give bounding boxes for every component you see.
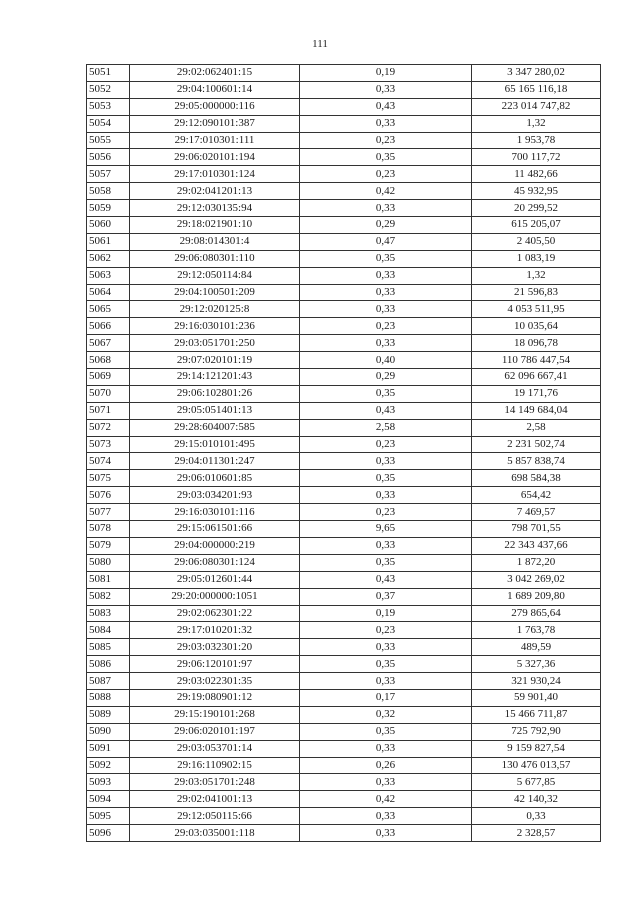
rate-cell: 0,43: [300, 571, 472, 588]
table-row: [87, 689, 601, 706]
value-cell: 700 117,72: [472, 149, 601, 166]
row-number-cell: 5054: [87, 115, 130, 132]
cadastral-number-cell: 29:03:053701:14: [130, 740, 300, 757]
table-row: [87, 453, 601, 470]
cadastral-number-cell: 29:04:100601:14: [130, 81, 300, 98]
value-cell: 10 035,64: [472, 318, 601, 335]
value-cell: 20 299,52: [472, 200, 601, 217]
rate-cell: 0,33: [300, 81, 472, 98]
row-number-cell: 5095: [87, 808, 130, 825]
row-number-cell: 5084: [87, 622, 130, 639]
row-number-cell: 5072: [87, 419, 130, 436]
row-number-cell: 5061: [87, 233, 130, 250]
rate-cell: 0,33: [300, 825, 472, 842]
cadastral-number-cell: 29:02:041001:13: [130, 791, 300, 808]
value-cell: 2 231 502,74: [472, 436, 601, 453]
table-row: [87, 470, 601, 487]
row-number-cell: 5071: [87, 402, 130, 419]
row-number-cell: 5086: [87, 656, 130, 673]
cadastral-number-cell: 29:28:604007:585: [130, 419, 300, 436]
cadastral-number-cell: 29:16:030101:236: [130, 318, 300, 335]
rate-cell: 0,33: [300, 639, 472, 656]
cadastral-number-cell: 29:16:030101:116: [130, 504, 300, 521]
table-row: [87, 504, 601, 521]
value-cell: 0,33: [472, 808, 601, 825]
rate-cell: 0,33: [300, 740, 472, 757]
row-number-cell: 5091: [87, 740, 130, 757]
value-cell: 798 701,55: [472, 521, 601, 538]
value-cell: 321 930,24: [472, 673, 601, 690]
rate-cell: 0,33: [300, 115, 472, 132]
rate-cell: 0,35: [300, 250, 472, 267]
cadastral-number-cell: 29:12:090101:387: [130, 115, 300, 132]
value-cell: 698 584,38: [472, 470, 601, 487]
table-row: [87, 419, 601, 436]
value-cell: 1 083,19: [472, 250, 601, 267]
rate-cell: 0,33: [300, 200, 472, 217]
value-cell: 45 932,95: [472, 183, 601, 200]
cadastral-number-cell: 29:12:050114:84: [130, 267, 300, 284]
value-cell: 725 792,90: [472, 723, 601, 740]
value-cell: 7 469,57: [472, 504, 601, 521]
rate-cell: 0,33: [300, 673, 472, 690]
rate-cell: 0,33: [300, 487, 472, 504]
cadastral-number-cell: 29:06:080301:110: [130, 250, 300, 267]
rate-cell: 0,32: [300, 706, 472, 723]
rate-cell: 0,33: [300, 774, 472, 791]
table-row: [87, 588, 601, 605]
value-cell: 42 140,32: [472, 791, 601, 808]
rate-cell: 0,35: [300, 554, 472, 571]
value-cell: 5 327,36: [472, 656, 601, 673]
cadastral-number-cell: 29:07:020101:19: [130, 352, 300, 369]
cadastral-number-cell: 29:17:010301:124: [130, 166, 300, 183]
cadastral-number-cell: 29:17:010301:111: [130, 132, 300, 149]
value-cell: 1 953,78: [472, 132, 601, 149]
row-number-cell: 5058: [87, 183, 130, 200]
row-number-cell: 5081: [87, 571, 130, 588]
table-row: [87, 335, 601, 352]
value-cell: 2 328,57: [472, 825, 601, 842]
table-row: [87, 740, 601, 757]
table-row: [87, 571, 601, 588]
cadastral-number-cell: 29:06:080301:124: [130, 554, 300, 571]
rate-cell: 0,43: [300, 98, 472, 115]
cadastral-number-cell: 29:03:051701:250: [130, 335, 300, 352]
row-number-cell: 5083: [87, 605, 130, 622]
value-cell: 223 014 747,82: [472, 98, 601, 115]
row-number-cell: 5080: [87, 554, 130, 571]
table-row: [87, 200, 601, 217]
rate-cell: 0,19: [300, 605, 472, 622]
table-body: [87, 65, 601, 842]
table-row: [87, 301, 601, 318]
table-row: [87, 149, 601, 166]
value-cell: 130 476 013,57: [472, 757, 601, 774]
row-number-cell: 5074: [87, 453, 130, 470]
cadastral-number-cell: 29:06:020101:197: [130, 723, 300, 740]
table-row: [87, 673, 601, 690]
cadastral-number-cell: 29:19:080901:12: [130, 689, 300, 706]
value-cell: 65 165 116,18: [472, 81, 601, 98]
table-row: [87, 723, 601, 740]
value-cell: 14 149 684,04: [472, 402, 601, 419]
row-number-cell: 5068: [87, 352, 130, 369]
rate-cell: 0,35: [300, 723, 472, 740]
value-cell: 2 405,50: [472, 233, 601, 250]
row-number-cell: 5085: [87, 639, 130, 656]
table-row: [87, 554, 601, 571]
rate-cell: 0,17: [300, 689, 472, 706]
rate-cell: 0,29: [300, 369, 472, 386]
cadastral-value-table: [86, 64, 601, 842]
row-number-cell: 5059: [87, 200, 130, 217]
rate-cell: 9,65: [300, 521, 472, 538]
value-cell: 22 343 437,66: [472, 537, 601, 554]
table-row: [87, 639, 601, 656]
row-number-cell: 5078: [87, 521, 130, 538]
table-row: [87, 402, 601, 419]
row-number-cell: 5073: [87, 436, 130, 453]
cadastral-number-cell: 29:02:062401:15: [130, 65, 300, 82]
value-cell: 489,59: [472, 639, 601, 656]
value-cell: 5 677,85: [472, 774, 601, 791]
table-row: [87, 537, 601, 554]
rate-cell: 0,29: [300, 217, 472, 234]
value-cell: 1 689 209,80: [472, 588, 601, 605]
value-cell: 3 042 269,02: [472, 571, 601, 588]
rate-cell: 0,43: [300, 402, 472, 419]
value-cell: 59 901,40: [472, 689, 601, 706]
row-number-cell: 5051: [87, 65, 130, 82]
table-row: [87, 521, 601, 538]
rate-cell: 0,33: [300, 301, 472, 318]
cadastral-number-cell: 29:06:102801:26: [130, 385, 300, 402]
table-row: [87, 436, 601, 453]
rate-cell: 0,23: [300, 436, 472, 453]
cadastral-number-cell: 29:03:034201:93: [130, 487, 300, 504]
rate-cell: 0,33: [300, 267, 472, 284]
row-number-cell: 5052: [87, 81, 130, 98]
cadastral-number-cell: 29:15:061501:66: [130, 521, 300, 538]
row-number-cell: 5096: [87, 825, 130, 842]
value-cell: 18 096,78: [472, 335, 601, 352]
cadastral-number-cell: 29:20:000000:1051: [130, 588, 300, 605]
row-number-cell: 5070: [87, 385, 130, 402]
value-cell: 4 053 511,95: [472, 301, 601, 318]
cadastral-number-cell: 29:15:010101:495: [130, 436, 300, 453]
cadastral-number-cell: 29:06:120101:97: [130, 656, 300, 673]
row-number-cell: 5087: [87, 673, 130, 690]
row-number-cell: 5069: [87, 369, 130, 386]
rate-cell: 0,23: [300, 318, 472, 335]
value-cell: 615 205,07: [472, 217, 601, 234]
table-row: [87, 250, 601, 267]
cadastral-number-cell: 29:03:032301:20: [130, 639, 300, 656]
rate-cell: 0,19: [300, 65, 472, 82]
row-number-cell: 5075: [87, 470, 130, 487]
value-cell: 2,58: [472, 419, 601, 436]
row-number-cell: 5066: [87, 318, 130, 335]
row-number-cell: 5065: [87, 301, 130, 318]
table-row: [87, 791, 601, 808]
row-number-cell: 5077: [87, 504, 130, 521]
rate-cell: 0,35: [300, 656, 472, 673]
cadastral-number-cell: 29:12:030135:94: [130, 200, 300, 217]
table-row: [87, 233, 601, 250]
cadastral-number-cell: 29:08:014301:4: [130, 233, 300, 250]
value-cell: 19 171,76: [472, 385, 601, 402]
cadastral-number-cell: 29:17:010201:32: [130, 622, 300, 639]
row-number-cell: 5064: [87, 284, 130, 301]
table-row: [87, 774, 601, 791]
value-cell: 1 763,78: [472, 622, 601, 639]
cadastral-number-cell: 29:05:012601:44: [130, 571, 300, 588]
row-number-cell: 5094: [87, 791, 130, 808]
rate-cell: 2,58: [300, 419, 472, 436]
row-number-cell: 5056: [87, 149, 130, 166]
rate-cell: 0,42: [300, 183, 472, 200]
row-number-cell: 5062: [87, 250, 130, 267]
value-cell: 62 096 667,41: [472, 369, 601, 386]
row-number-cell: 5060: [87, 217, 130, 234]
cadastral-number-cell: 29:06:010601:85: [130, 470, 300, 487]
row-number-cell: 5082: [87, 588, 130, 605]
cadastral-number-cell: 29:06:020101:194: [130, 149, 300, 166]
cadastral-number-cell: 29:02:062301:22: [130, 605, 300, 622]
table-row: [87, 605, 601, 622]
table-row: [87, 369, 601, 386]
rate-cell: 0,35: [300, 385, 472, 402]
rate-cell: 0,33: [300, 537, 472, 554]
cadastral-number-cell: 29:12:050115:66: [130, 808, 300, 825]
cadastral-number-cell: 29:04:100501:209: [130, 284, 300, 301]
rate-cell: 0,33: [300, 284, 472, 301]
table-row: [87, 166, 601, 183]
cadastral-number-cell: 29:12:020125:8: [130, 301, 300, 318]
table-row: [87, 318, 601, 335]
table-row: [87, 487, 601, 504]
page-number: 111: [312, 38, 328, 50]
table-row: [87, 656, 601, 673]
value-cell: 15 466 711,87: [472, 706, 601, 723]
value-cell: 21 596,83: [472, 284, 601, 301]
cadastral-number-cell: 29:05:000000:116: [130, 98, 300, 115]
rate-cell: 0,40: [300, 352, 472, 369]
rate-cell: 0,37: [300, 588, 472, 605]
row-number-cell: 5055: [87, 132, 130, 149]
table-row: [87, 352, 601, 369]
value-cell: 654,42: [472, 487, 601, 504]
table-row: [87, 284, 601, 301]
cadastral-number-cell: 29:03:051701:248: [130, 774, 300, 791]
value-cell: 3 347 280,02: [472, 65, 601, 82]
table-row: [87, 98, 601, 115]
value-cell: 1 872,20: [472, 554, 601, 571]
table-row: [87, 115, 601, 132]
table-row: [87, 217, 601, 234]
row-number-cell: 5067: [87, 335, 130, 352]
value-cell: 5 857 838,74: [472, 453, 601, 470]
rate-cell: 0,26: [300, 757, 472, 774]
value-cell: 1,32: [472, 267, 601, 284]
cadastral-number-cell: 29:05:051401:13: [130, 402, 300, 419]
value-cell: 9 159 827,54: [472, 740, 601, 757]
row-number-cell: 5093: [87, 774, 130, 791]
rate-cell: 0,33: [300, 453, 472, 470]
cadastral-number-cell: 29:04:011301:247: [130, 453, 300, 470]
value-cell: 110 786 447,54: [472, 352, 601, 369]
rate-cell: 0,35: [300, 470, 472, 487]
row-number-cell: 5090: [87, 723, 130, 740]
table-row: [87, 183, 601, 200]
row-number-cell: 5092: [87, 757, 130, 774]
table-row: [87, 65, 601, 82]
value-cell: 1,32: [472, 115, 601, 132]
rate-cell: 0,23: [300, 504, 472, 521]
cadastral-number-cell: 29:03:022301:35: [130, 673, 300, 690]
value-cell: 279 865,64: [472, 605, 601, 622]
table-row: [87, 622, 601, 639]
rate-cell: 0,23: [300, 166, 472, 183]
cadastral-number-cell: 29:14:121201:43: [130, 369, 300, 386]
cadastral-number-cell: 29:18:021901:10: [130, 217, 300, 234]
row-number-cell: 5088: [87, 689, 130, 706]
rate-cell: 0,23: [300, 132, 472, 149]
table-row: [87, 757, 601, 774]
cadastral-number-cell: 29:04:000000:219: [130, 537, 300, 554]
cadastral-number-cell: 29:02:041201:13: [130, 183, 300, 200]
table-row: [87, 132, 601, 149]
cadastral-number-cell: 29:16:110902:15: [130, 757, 300, 774]
rate-cell: 0,33: [300, 335, 472, 352]
rate-cell: 0,23: [300, 622, 472, 639]
row-number-cell: 5089: [87, 706, 130, 723]
table-row: [87, 81, 601, 98]
rate-cell: 0,47: [300, 233, 472, 250]
table-row: [87, 267, 601, 284]
rate-cell: 0,35: [300, 149, 472, 166]
rate-cell: 0,42: [300, 791, 472, 808]
cadastral-number-cell: 29:03:035001:118: [130, 825, 300, 842]
row-number-cell: 5057: [87, 166, 130, 183]
rate-cell: 0,33: [300, 808, 472, 825]
cadastral-number-cell: 29:15:190101:268: [130, 706, 300, 723]
row-number-cell: 5053: [87, 98, 130, 115]
table-row: [87, 825, 601, 842]
table-row: [87, 385, 601, 402]
table-row: [87, 808, 601, 825]
row-number-cell: 5063: [87, 267, 130, 284]
row-number-cell: 5076: [87, 487, 130, 504]
table-row: [87, 706, 601, 723]
value-cell: 11 482,66: [472, 166, 601, 183]
row-number-cell: 5079: [87, 537, 130, 554]
